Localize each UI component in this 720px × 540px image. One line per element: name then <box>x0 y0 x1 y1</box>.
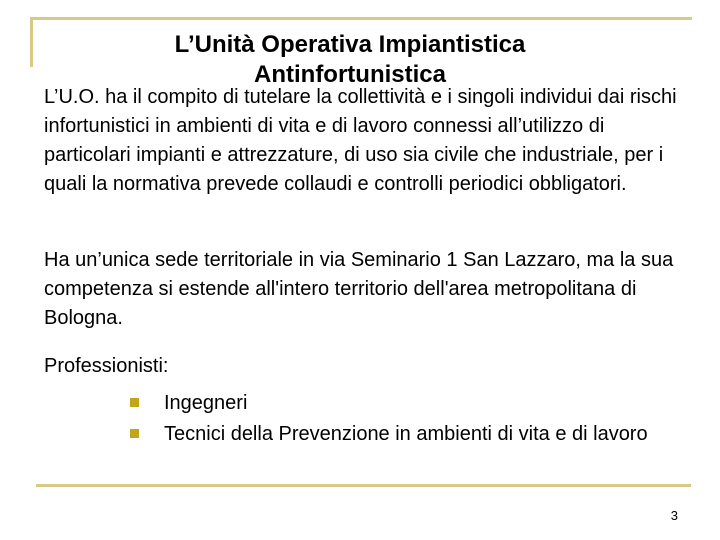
list-item <box>127 419 687 450</box>
square-bullet-icon <box>130 398 139 407</box>
professionals-list <box>127 388 687 450</box>
frame-bottom-line <box>36 484 691 487</box>
location-paragraph: Ha un’unica sede territoriale in via Seminario 1 San Lazzaro, ma la sua competenza si estende all'intero territorio dell'area metropolitana di Bologna. <box>44 249 674 329</box>
list-item-label: Tecnici della Prevenzione in ambienti di vita e di lavoro <box>164 423 648 445</box>
square-bullet-icon <box>130 429 139 438</box>
professionals-heading: Professionisti: <box>44 355 169 377</box>
description-paragraph: L’U.O. ha il compito di tutelare la collettività e i singoli individui dai rischi infortunistici in ambienti di vita e di lavoro connessi all’utilizzo di particolari impianti e attrezzature, di uso sia civile che industriale, per i quali la normativa prevede collaudi e controlli periodici obbligatori. <box>44 86 677 195</box>
slide-title: L’Unità Operativa Impiantistica Antinfortunistica <box>174 31 526 88</box>
list-item <box>127 388 687 419</box>
slide-number: 3 <box>670 508 678 523</box>
frame-left-line <box>30 17 33 67</box>
frame-top-line <box>30 17 692 20</box>
list-item-label: Ingegneri <box>164 392 248 414</box>
